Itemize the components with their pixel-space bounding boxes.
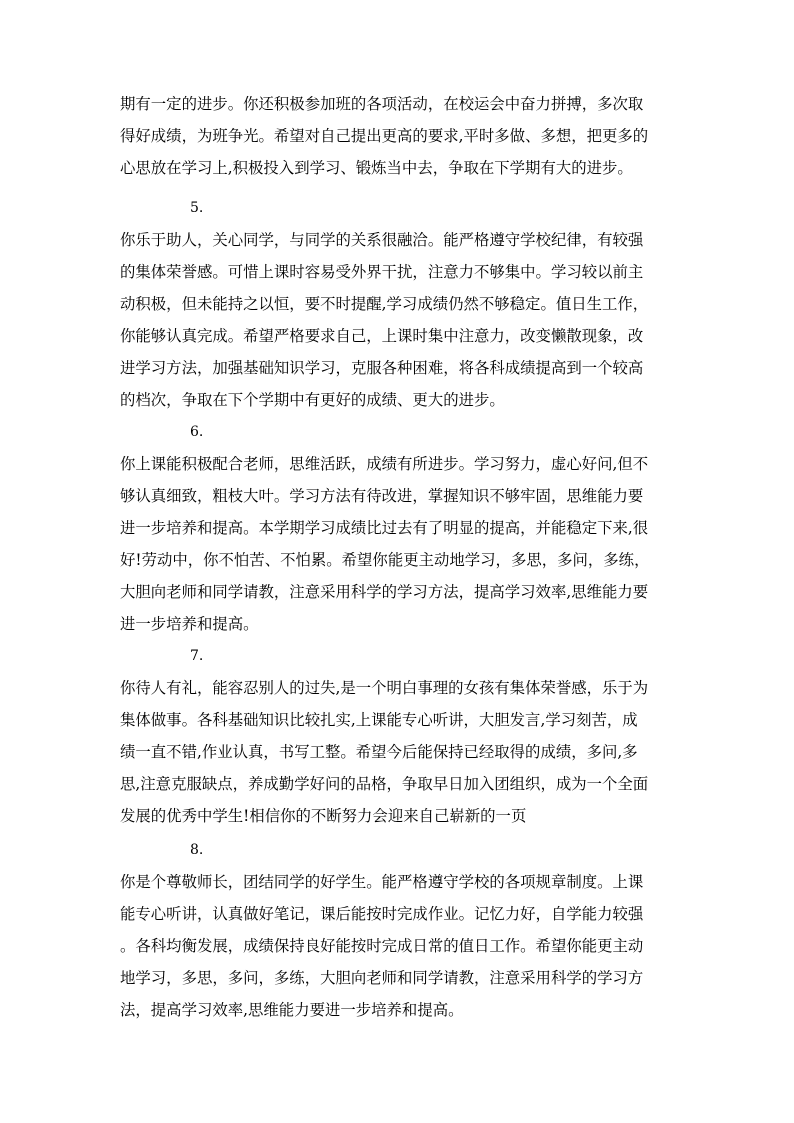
paragraph-line: 发展的优秀中学生!相信你的不断努力会迎来自己崭新的一页 bbox=[120, 807, 527, 825]
paragraph-line: 好!劳动中，你不怕苦、不怕累。希望你能更主动地学习，多思，多问，多练， bbox=[120, 551, 650, 569]
section-number: 7. bbox=[190, 648, 204, 664]
paragraph-line: 进一步培养和提高。 bbox=[120, 615, 259, 633]
paragraph-line: 进学习方法，加强基础知识学习，克服各种困难，将各科成绩提高到一个较高 bbox=[120, 359, 644, 377]
comment-section-6 bbox=[120, 416, 700, 640]
paragraph-line: 集体做事。各科基础知识比较扎实,上课能专心听讲，大胆发言,学习刻苦，成 bbox=[120, 711, 638, 729]
paragraph-line: 。各科均衡发展，成绩保持良好能按时完成日常的值日工作。希望你能更主动 bbox=[120, 937, 644, 955]
section-number: 8. bbox=[190, 842, 204, 858]
paragraph-line: 动积极，但未能持之以恒，要不时提醒,学习成绩仍然不够稳定。值日生工作， bbox=[120, 295, 649, 313]
paragraph-line: 能专心听讲，认真做好笔记，课后能按时完成作业。记忆力好，自学能力较强 bbox=[120, 905, 644, 923]
paragraph-line: 你乐于助人，关心同学，与同学的关系很融洽。能严格遵守学校纪律，有较强 bbox=[120, 231, 644, 249]
intro-paragraph bbox=[120, 88, 700, 184]
comment-section-5 bbox=[120, 192, 700, 416]
paragraph-line: 进一步培养和提高。本学期学习成绩比过去有了明显的提高，并能稳定下来,很 bbox=[120, 519, 649, 537]
paragraph-line: 心思放在学习上,积极投入到学习、锻炼当中去，争取在下学期有大的进步。 bbox=[120, 159, 633, 177]
paragraph-line: 得好成绩，为班争光。希望对自己提出更高的要求,平时多做、多想，把更多的 bbox=[120, 127, 649, 145]
paragraph-line: 的档次，争取在下个学期中有更好的成绩、更大的进步。 bbox=[120, 391, 505, 409]
paragraph-line: 够认真细致，粗枝大叶。学习方法有待改进，掌握知识不够牢固，思维能力要 bbox=[120, 487, 644, 505]
paragraph-line: 你能够认真完成。希望严格要求自己，上课时集中注意力，改变懒散现象，改 bbox=[120, 327, 644, 345]
section-number: 6. bbox=[190, 424, 204, 440]
paragraph-line: 大胆向老师和同学请教，注意采用科学的学习方法，提高学习效率,思维能力要 bbox=[120, 583, 649, 601]
paragraph-line: 绩一直不错,作业认真，书写工整。希望今后能保持已经取得的成绩，多问,多 bbox=[120, 743, 638, 761]
comment-section-8 bbox=[120, 834, 700, 1026]
paragraph-line: 的集体荣誉感。可惜上课时容易受外界干扰，注意力不够集中。学习较以前主 bbox=[120, 263, 644, 281]
paragraph-line: 期有一定的进步。你还积极参加班的各项活动，在校运会中奋力拼搏，多次取 bbox=[120, 95, 644, 113]
paragraph-line: 思,注意克服缺点，养成勤学好问的品格，争取早日加入团组织，成为一个全面 bbox=[120, 775, 649, 793]
section-number: 5. bbox=[190, 200, 204, 216]
paragraph-line: 你待人有礼，能容忍别人的过失,是一个明白事理的女孩有集体荣誉感，乐于为 bbox=[120, 679, 649, 697]
paragraph-line: 地学习，多思，多问，多练，大胆向老师和同学请教，注意采用科学的学习方 bbox=[120, 969, 644, 987]
paragraph-line: 法，提高学习效率,思维能力要进一步培养和提高。 bbox=[120, 1001, 464, 1019]
paragraph-line: 你是个尊敬师长，团结同学的好学生。能严格遵守学校的各项规章制度。上课 bbox=[120, 873, 644, 891]
comment-section-7 bbox=[120, 640, 700, 832]
paragraph-line: 你上课能积极配合老师，思维活跃，成绩有所进步。学习努力，虚心好问,但不 bbox=[120, 455, 649, 473]
